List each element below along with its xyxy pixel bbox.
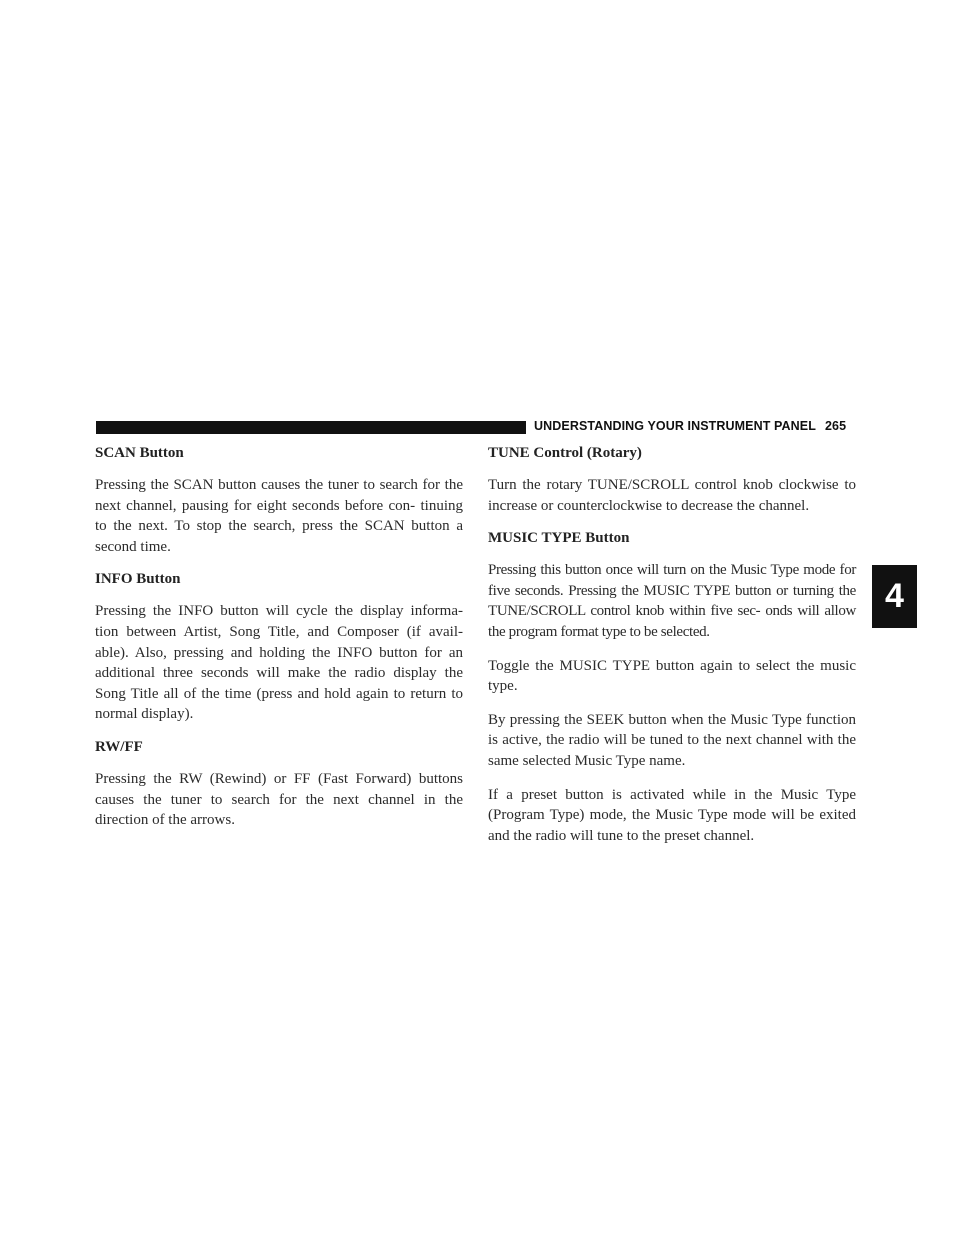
heading-scan-button: SCAN Button: [95, 445, 184, 461]
paragraph-info: Pressing the INFO button will cycle the display informa- tion between Artist, Song Title, and Composer (if avail- able). Also, pressing and holding the INFO button for an additional three seconds will make the radio display the Song Title all of the time (press and hold again to return to normal display).: [95, 603, 463, 723]
heading-music-type-button: MUSIC TYPE Button: [488, 530, 630, 547]
running-header: [534, 419, 864, 433]
paragraph-rw-ff: Pressing the RW (Rewind) or FF (Fast Forward) buttons causes the tuner to search for the next channel in the direction of the arrows.: [95, 770, 463, 829]
right-column: [488, 440, 856, 859]
paragraph-tune: Turn the rotary TUNE/SCROLL control knob clockwise to increase or counterclockwise to decrease the channel.: [488, 477, 856, 514]
heading-tune-control: TUNE Control (Rotary): [488, 445, 642, 461]
chapter-tab: 4: [872, 565, 917, 628]
heading-info-button: INFO Button: [95, 571, 181, 588]
heading-rw-ff: RW/FF: [95, 738, 143, 755]
paragraph-music-type-4: If a preset button is activated while in the Music Type (Program Type) mode, the Music Type mode will be exited and the radio will tune to the preset channel.: [488, 786, 856, 844]
paragraph-scan: Pressing the SCAN button causes the tuner to search for the next channel, pausing for eight seconds before con- tinuing to the next. To stop the search, press the SCAN button a second time.: [95, 477, 463, 555]
paragraph-music-type-3: By pressing the SEEK button when the Music Type function is active, the radio will be tuned to the next channel with the same selected Music Type name.: [488, 711, 856, 769]
paragraph-music-type-1: Pressing this button once will turn on the Music Type mode for five seconds. Pressing the MUSIC TYPE button or turning the TUNE/SCROLL control knob within five sec- onds will allow the program format type to be selected.: [488, 562, 856, 640]
header-rule: [96, 421, 526, 434]
section-title: UNDERSTANDING YOUR INSTRUMENT PANEL: [534, 419, 816, 433]
left-column: [95, 440, 463, 844]
paragraph-music-type-2: Toggle the MUSIC TYPE button again to select the music type.: [488, 657, 856, 695]
page-number: 265: [824, 419, 847, 433]
